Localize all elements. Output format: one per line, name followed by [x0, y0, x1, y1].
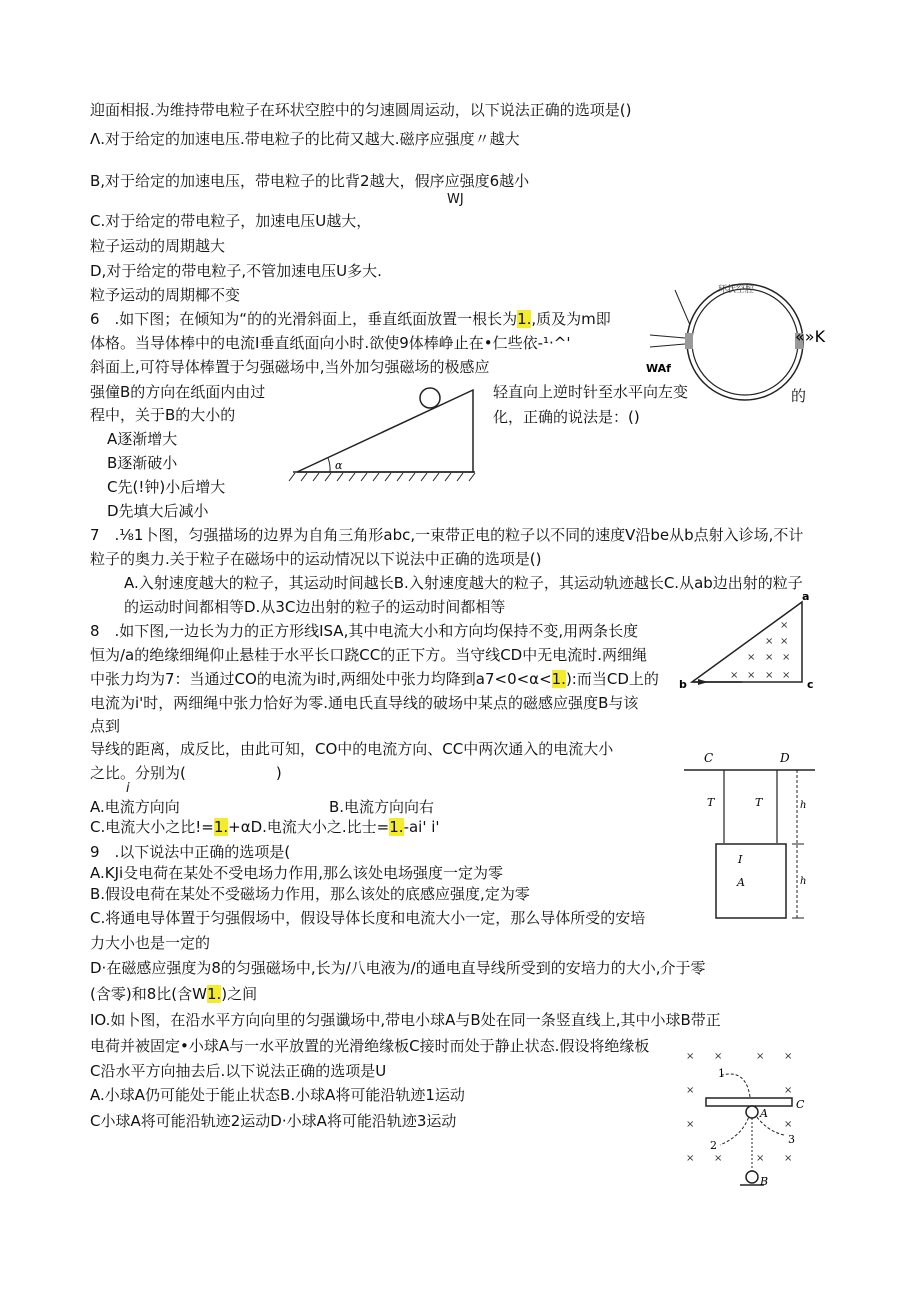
q8-stem-line7: 之比。分别为( )	[90, 764, 282, 782]
frame-label-T2: T	[755, 796, 763, 809]
q6-text: 6 .如下图；在倾知为“的的光滑斜面上，垂直纸面放置一根长为	[90, 310, 518, 328]
q10-stem-line3: C沿水平方向抽去后.以下说法正确的选项是U	[90, 1062, 387, 1080]
q6-text-end: ,质及为m即	[531, 310, 611, 328]
q8-highlight: 1.	[551, 670, 566, 688]
q6-stem-line3: 斜面上,可符导体棒置于匀强磁场中,当外加匀强磁场的极感应	[90, 358, 490, 376]
q6-stem-line1	[90, 310, 611, 328]
q6-stem-line5: 程中，关于B的大小的	[90, 406, 236, 424]
traj-label-3: 3	[788, 1133, 795, 1146]
q8-stem-line4: 电流为i'时，两细绳中张力恰好为零.通电氏直导线的破场中某点的磁感应强度B与该	[90, 694, 639, 712]
q8-stem-line6: 导线的距离，成反比，由此可知，CO中的电流方向、CC中两次通入的电流大小	[90, 740, 614, 758]
q5-option-b-fraction: WJ	[447, 192, 464, 207]
q10-option-cd: C小球A将可能沿轨迹2运动D·小球A将可能沿轨迹3运动	[90, 1112, 457, 1130]
q7-options-line2: 的运动时间都相等D.从3C边出射的粒子的运动时间都相等	[124, 598, 506, 616]
q8-option-b: B.电流方向向右	[329, 798, 435, 816]
q10-stem-line1: IO.如卜图，在沿水平方向向里的匀强谶场中,带电小球A与B处在同一条竖直线上,其中小球B带正	[90, 1011, 721, 1029]
q8-option-d-end: -ai' i'	[403, 818, 440, 836]
q9-d-text: (含零)和8比(含W	[90, 985, 207, 1003]
q6-option-a: A逐渐增大	[107, 430, 178, 448]
q6-stem-line4-right: 轻直向上逆时针至水平向左变	[493, 383, 689, 401]
tri-cross: ×	[765, 670, 774, 681]
field-cross: ×	[784, 1119, 793, 1130]
q10-stem-line2: 电荷并被固定•小球A与一水平放置的光滑绝缘板C接时而处于静止状态.假设将绝缘板	[90, 1037, 650, 1055]
q8-text: 中张力均为7：当通过CO的电流为i时,两细处中张力均降到a7<0<α<	[90, 670, 552, 688]
q8-option-cd	[90, 818, 440, 836]
charged-balls-figure	[680, 1045, 820, 1200]
ring-right-label: «»K	[795, 327, 826, 346]
ring-left-label: WAf	[646, 362, 671, 375]
field-cross: ×	[714, 1051, 723, 1062]
tri-cross: ×	[782, 670, 791, 681]
q7-options-line1: A.入射速度越大的粒子，其运动时间越长B.入射速度越大的粒子，其运动轨迹越长C.从ab边出射的粒子	[124, 574, 803, 592]
incline-figure	[285, 380, 485, 490]
q6-option-d: D先填大后减小	[107, 502, 209, 520]
q6-stem-line2: 体格。当导体棒中的电流I垂直纸面向小时.欲使9体棒峥止在•仁些依-¹·^'	[90, 334, 571, 352]
q8-stem-line1: 8 .如下图,一边长为力的正方形线ISA,其中电流大小和方向均保持不变,用两条长度	[90, 622, 639, 640]
q8-option-c-text: C.电流大小之比!=	[90, 818, 214, 836]
q5-option-d: D,对于给定的带电粒子,不管加速电压U多大.	[90, 262, 382, 280]
incline-angle: α	[335, 459, 343, 472]
q5-option-a: Λ.对于给定的加速电压.带电粒子的比荷又越大.磁序应强度〃越大	[90, 130, 520, 148]
traj-label-2: 2	[710, 1139, 717, 1152]
q7-stem-line1: 7 .⅛1卜图，匀强描场的边界为自角三角形abc,一束带正电的粒子以不同的速度V沿be从b点射入诊场,不计	[90, 526, 804, 544]
q9-option-b: B.假设电荷在某处不受磁场力作用，那么该处的底感应强度,定为零	[90, 885, 530, 903]
tri-cross: ×	[780, 620, 789, 631]
q9-option-d-cont	[90, 985, 257, 1003]
frame-label-A: A	[737, 876, 745, 889]
q6-option-b: B逐渐破小	[107, 454, 178, 472]
q5-option-c-cont: 粒子运动的周期越大	[90, 237, 226, 255]
tri-label-b: b	[679, 678, 687, 691]
q10-option-ab: A.小球A仍可能处于能止状态B.小球A将可能沿轨迹1运动	[90, 1086, 465, 1104]
ring-title: 环状空腔	[718, 285, 755, 295]
field-cross: ×	[686, 1119, 695, 1130]
field-cross: ×	[756, 1153, 765, 1164]
tri-cross: ×	[782, 652, 791, 663]
tri-label-c: c	[807, 678, 814, 691]
field-cross: ×	[756, 1051, 765, 1062]
tri-cross: ×	[765, 652, 774, 663]
q8-i-mark: i	[126, 781, 130, 796]
field-cross: ×	[784, 1051, 793, 1062]
q5-option-d-cont: 粒予运动的周期椰不变	[90, 286, 241, 304]
frame-label-T1: T	[707, 796, 715, 809]
q5-option-b: B,对于给定的加速电压，带电粒子的比背2越大，假序应强度6越小	[90, 172, 530, 190]
tri-cross: ×	[780, 636, 789, 647]
frame-label-h1: h	[800, 800, 807, 811]
frame-label-I: I	[738, 853, 743, 866]
field-cross: ×	[784, 1153, 793, 1164]
field-cross: ×	[784, 1085, 793, 1096]
q9-option-a: A.KJi殳电荷在某处不受电场力作用,那么该处电场强度一定为零	[90, 864, 503, 882]
q6-highlight: 1.	[517, 310, 532, 328]
q8-stem-line2: 恒为/a的绝缘细绳仰止悬桂于水平长口跷CC的正下方。当守线CD中无电流时.两细绳	[90, 646, 647, 664]
q8-text-end: ):而当CD上的	[565, 670, 659, 688]
q6-stem-de: 的	[791, 387, 807, 405]
q9-option-c-cont: 力大小也是一定的	[90, 934, 211, 952]
q9-d-highlight: 1.	[206, 985, 222, 1003]
frame-label-C: C	[704, 751, 714, 765]
field-cross: ×	[686, 1153, 695, 1164]
q7-stem-line2: 粒子的奥力.关于粒子在磁场中的运动情况以下说法中正确的选项是()	[90, 550, 542, 568]
q9-stem: 9 .以下说法中正确的选项是(	[90, 843, 291, 861]
ball-label-B: B	[760, 1175, 769, 1188]
q9-option-d: D·在磁感应强度为8的匀强磁场中,长为/八电液为/的通电直导线所受到的安培力的大小,介于零	[90, 959, 706, 977]
frame-label-D: D	[780, 751, 790, 765]
tri-label-a: a	[802, 590, 810, 603]
ball-label-A: A	[760, 1107, 768, 1120]
tri-cross: ×	[747, 670, 756, 681]
tri-cross: ×	[747, 652, 756, 663]
frame-label-h2: h	[800, 876, 807, 887]
q8-stem-line3	[90, 670, 659, 688]
q8-option-c-highlight: 1.	[213, 818, 229, 836]
traj-label-1: 1	[718, 1067, 725, 1080]
q8-option-d-highlight: 1.	[389, 818, 404, 836]
q6-stem-line4: 强僮B的方向在纸面内由过	[90, 383, 266, 401]
q5-stem: 迎面相报.为维持带电粒子在环状空腔中的匀速圆周运动，以下说法正确的选项是()	[90, 101, 632, 119]
tri-cross: ×	[765, 636, 774, 647]
q8-option-d-text: +αD.电流大小之.比士=	[228, 818, 390, 836]
q5-option-c: C.对于给定的带电粒子，加速电压U越大，	[90, 212, 372, 230]
q6-option-c: C先(!钟)小后增大	[107, 478, 226, 496]
tri-cross: ×	[730, 670, 739, 681]
q6-stem-line5-right: 化，正确的说法是：()	[493, 408, 640, 426]
plate-label-C: C	[796, 1098, 805, 1111]
ring-cavity-figure	[640, 280, 840, 390]
q9-option-c: C.将通电导体置于匀强假场中，假设导体长度和电流大小一定，那么导体所受的安培	[90, 909, 646, 927]
hanging-frame-figure	[680, 748, 830, 928]
triangle-field-figure	[672, 590, 822, 695]
field-cross: ×	[714, 1153, 723, 1164]
field-cross: ×	[686, 1085, 695, 1096]
field-cross: ×	[686, 1051, 695, 1062]
q8-option-a: A.电流方向向	[90, 798, 180, 816]
q9-d-end: )之间	[221, 985, 258, 1003]
q8-stem-line5: 点到	[90, 717, 121, 735]
